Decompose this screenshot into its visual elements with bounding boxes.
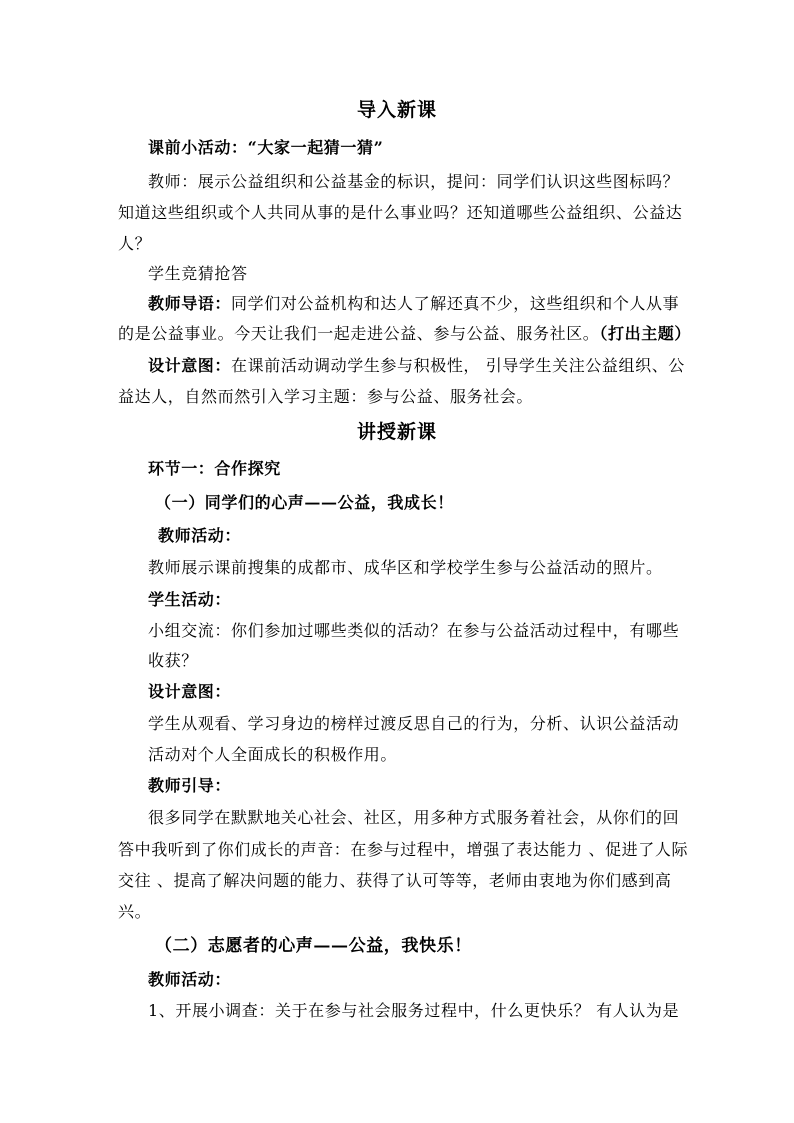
teacher-activity-label-2: 教师活动： xyxy=(148,970,232,989)
teacher-guide-text-2: 的是公益事业。今天让我们一起走进公益、参与公益、服务社区。 xyxy=(118,324,600,343)
design-intent-text-1: 在课前活动调动学生参与积极性， 引导学生关注公益组织、公 xyxy=(231,356,685,375)
design-intent-2-line-2: 活动对个人全面成长的积极作用。 xyxy=(148,745,398,764)
teacher-guide-line-1 xyxy=(148,294,679,314)
subsection-one-title: （一）同学们的心声——公益，我成长！ xyxy=(155,493,454,512)
activity-title: 课前小活动：“大家一起猜一猜” xyxy=(148,138,384,157)
subsection-two-title: （二）志愿者的心声——公益，我快乐！ xyxy=(155,936,472,956)
link-one-title: 环节一：合作探究 xyxy=(148,459,281,478)
teacher-guide-line-2 xyxy=(118,324,691,344)
design-intent-line-2: 益达人，自然而然引入学习主题：参与公益、服务社会。 xyxy=(118,387,534,406)
student-activity-label: 学生活动： xyxy=(148,590,232,609)
teacher-text-line-1: 教师：展示公益组织和公益基金的标识，提问：同学们认识这些图标吗？ xyxy=(148,172,680,191)
design-intent-line-1 xyxy=(148,356,685,376)
teacher-guide-label-2: 教师引导： xyxy=(148,776,232,795)
teacher-guide-2-line-4: 兴。 xyxy=(118,902,152,921)
teacher-text-line-2: 知道这些组织或个人共同从事的是什么事业吗？还知道哪些公益组织、公益达 xyxy=(118,203,683,222)
student-answer: 学生竞猜抢答 xyxy=(148,264,248,283)
student-activity-line-2: 收获？ xyxy=(148,651,198,670)
survey-line-1: 1、开展小调查：关于在参与社会服务过程中，什么更快乐？ 有人认为是 xyxy=(148,1001,680,1020)
section-heading-new-lesson: 讲授新课 xyxy=(356,421,437,443)
teacher-guide-2-line-2: 答中我听到了你们成长的声音：在参与过程中，增强了表达能力 、促进了人际 xyxy=(118,840,689,859)
teacher-guide-label: 教师导语： xyxy=(148,294,232,313)
teacher-guide-2-line-1: 很多同学在默默地关心社会、社区，用多种方式服务着社会，从你们的回 xyxy=(148,808,680,827)
teacher-guide-2-line-3: 交往 、提高了解决问题的能力、获得了认可等等，老师由衷地为你们感到高 xyxy=(118,871,672,890)
teacher-activity-text: 教师展示课前搜集的成都市、成华区和学校学生参与公益活动的照片。 xyxy=(148,558,663,577)
student-activity-line-1: 小组交流：你们参加过哪些类似的活动？在参与公益活动过程中，有哪些 xyxy=(148,621,680,640)
design-intent-label: 设计意图： xyxy=(148,356,232,375)
design-intent-2-line-1: 学生从观看、学习身边的榜样过渡反思自己的行为，分析、认识公益活动 xyxy=(148,714,680,733)
teacher-text-line-3: 人？ xyxy=(118,234,152,253)
section-heading-intro: 导入新课 xyxy=(356,99,437,121)
design-intent-label-2: 设计意图： xyxy=(148,682,232,701)
teacher-guide-text-1: 同学们对公益机构和达人了解还真不少，这些组织和个人从事 xyxy=(231,294,680,313)
topic-note: （打出主题） xyxy=(599,324,692,343)
teacher-activity-label: 教师活动： xyxy=(158,526,242,545)
